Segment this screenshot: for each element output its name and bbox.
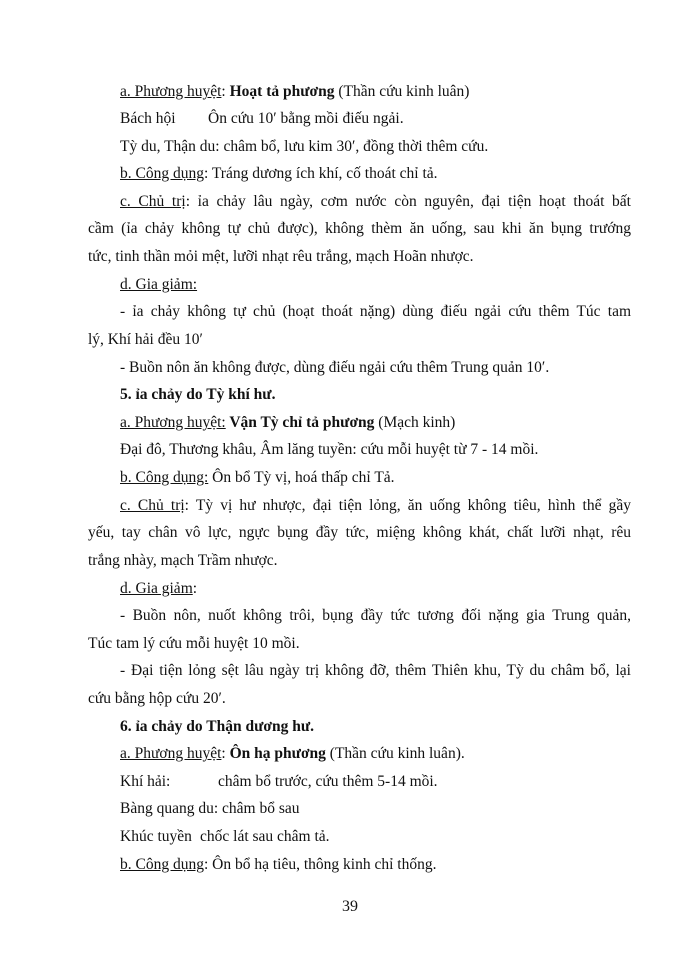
s1-b-text: : Tráng dương ích khí, cố thoát chỉ tả. [203, 165, 438, 182]
s5-b-text: Ôn bổ Tỳ vị, hoá thấp chỉ Tả. [208, 469, 395, 486]
s5-d-label-text: d. Gia giảm [120, 580, 193, 597]
s5-d1-line-2: Túc tam lý cứu mỗi huyệt 10 mồi. [88, 635, 300, 652]
s6-p1-name: Khí hải: [120, 773, 171, 790]
s5-b-label: b. Công dụng: [120, 469, 209, 486]
s1-p1-name: Bách hội [120, 110, 176, 127]
s1-a-line [120, 78, 469, 105]
s6-a-sep: : [221, 745, 230, 762]
s6-a-label: a. Phương huyệt [120, 745, 222, 762]
s6-b-label: b. Công dụng [120, 856, 204, 873]
s6-p3-desc: chốc lát sau châm tả. [200, 828, 330, 845]
s1-b-line [120, 160, 438, 187]
s6-a-line [120, 740, 465, 767]
s1-d1-line-1: - ỉa chảy không tự chủ (hoạt thoát nặng) dùng điếu ngải cứu thêm Túc tam [120, 303, 631, 320]
s1-c-line-1 [120, 188, 631, 215]
s1-a-label: a. Phương huyệt [120, 83, 222, 100]
s1-c-label: c. Chủ trị [120, 193, 186, 210]
s5-a-name: Vận Tỳ chỉ tả phương [225, 414, 375, 431]
s1-p1-desc: Ôn cứu 10′ bằng mồi điếu ngải. [208, 110, 404, 127]
s6-b-text: : Ôn bổ hạ tiêu, thông kinh chỉ thống. [203, 856, 437, 873]
s1-c-text-1: : ỉa chảy lâu ngày, cơm nước còn nguyên, đại tiện hoạt thoát bất [185, 193, 631, 210]
s1-d2-line: - Buồn nôn ăn không được, dùng điếu ngải cứu thêm Trung quản 10′. [120, 359, 550, 376]
s5-a-label: a. Phương huyệt: [120, 414, 226, 431]
s6-p3-name: Khúc tuyền [120, 828, 192, 845]
s1-a-sep: : [221, 83, 230, 100]
s6-a-name: Ôn hạ phương [229, 745, 326, 762]
s5-c-label: c. Chủ trị [120, 497, 185, 514]
s5-c-text-1: : Tỳ vị hư nhược, đại tiện lỏng, ăn uống không tiêu, hình thể gầy [184, 497, 631, 514]
s1-d1-line-2: lý, Khí hải đều 10′ [88, 331, 203, 348]
s5-d2-line-2: cứu bằng hộp cứu 20′. [88, 690, 226, 707]
s1-a-name: Hoạt tả phương [229, 83, 335, 100]
s5-d2-line-1: - Đại tiện lỏng sệt lâu ngày trị không đỡ, thêm Thiên khu, Tỳ du châm bổ, lại [120, 662, 631, 679]
s5-c-line-1 [120, 492, 631, 519]
s1-d-label-text: d. Gia giảm: [120, 276, 198, 293]
s5-d-label [120, 575, 197, 602]
s5-b-line [120, 464, 395, 491]
s1-b-label: b. Công dụng [120, 165, 204, 182]
s5-point-1: Đại đô, Thương khâu, Âm lăng tuyền: cứu mỗi huyệt từ 7 - 14 mồi. [120, 441, 539, 458]
s1-d-label [120, 271, 197, 298]
page-number: 39 [342, 898, 358, 915]
s5-d1-line-1: - Buồn nôn, nuốt không trôi, bụng đầy tức tương đối nặng gia Trung quản, [120, 607, 631, 624]
s6-point-2: Bàng quang du: châm bổ sau [120, 800, 300, 817]
s1-point-1 [120, 105, 404, 132]
s6-point-1 [120, 768, 438, 795]
s1-a-src: (Thần cứu kinh luân) [334, 83, 470, 100]
s5-d-colon: : [192, 580, 198, 597]
s5-c-line-3: trắng nhày, mạch Trầm nhược. [88, 552, 278, 569]
s6-p1-desc: châm bổ trước, cứu thêm 5-14 mồi. [218, 773, 438, 790]
s1-c-line-2: cầm (ỉa chảy không tự chủ được), không thèm ăn uống, sau khi ăn bụng trướng [88, 220, 631, 237]
s1-point-2: Tỳ du, Thận du: châm bổ, lưu kim 30′, đồng thời thêm cứu. [120, 138, 489, 155]
s5-c-line-2: yếu, tay chân vô lực, ngực bụng đầy tức, miệng không khát, chất lưỡi nhạt, rêu [88, 524, 631, 541]
s5-a-src: (Mạch kinh) [374, 414, 456, 431]
s6-a-src: (Thần cứu kinh luân). [325, 745, 465, 762]
s1-c-line-3: tức, tinh thần mỏi mệt, lưỡi nhạt rêu trắng, mạch Hoãn nhược. [88, 248, 474, 265]
s5-a-line [120, 409, 455, 436]
s6-point-3 [120, 823, 330, 850]
s6-heading: 6. ỉa chảy do Thận dương hư. [120, 718, 315, 735]
s5-heading: 5. ỉa chảy do Tỳ khí hư. [120, 386, 276, 403]
s6-b-line [120, 851, 436, 878]
